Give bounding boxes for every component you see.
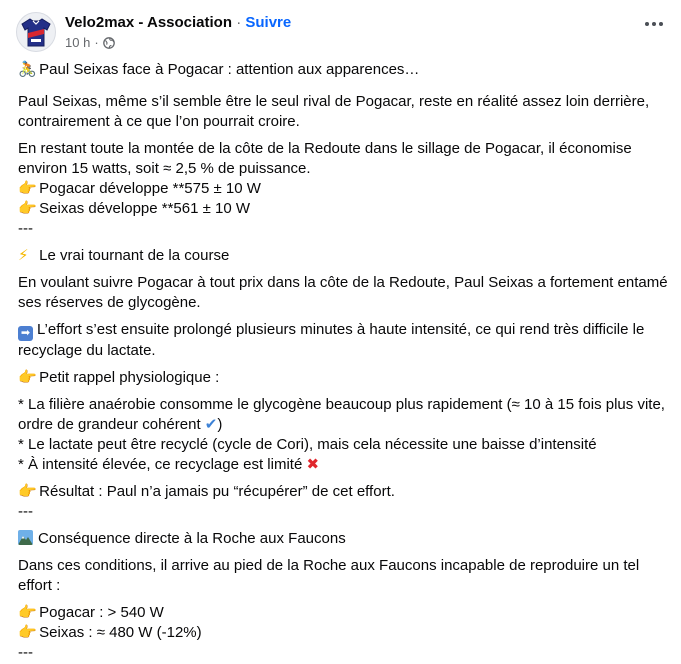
bullet-seixas-roche: 👉 Seixas : ≈ 480 W (-12%)	[18, 624, 202, 641]
heading-turning-point: ⚡ Le vrai tournant de la course	[18, 247, 230, 264]
author-name[interactable]: Velo2max - Association	[65, 13, 233, 31]
bullet-seixas-redoute: 👉 Seixas développe **561 ± 10 W	[18, 200, 251, 217]
paragraph-1: Paul Seixas, même s’il semble être le seul rival de Pogacar, reste en réalité assez loin derrière, contrairement à ce que l’on pourrait croire.	[18, 93, 650, 130]
post-content	[18, 60, 670, 663]
jersey-icon	[19, 15, 53, 49]
right-arrow-icon: ➡	[18, 326, 33, 341]
heading-physiology: 👉 Petit rappel physiologique :	[18, 369, 220, 386]
time-separator: ·	[94, 34, 99, 50]
cycling-jersey-avatar[interactable]	[16, 12, 56, 52]
title-line	[18, 60, 670, 80]
list-item-lactate: * Le lactate peut être recyclé (cycle de Cori), mais cela nécessite une baisse d’intensité	[18, 436, 597, 453]
list-item-anaerobic: * La filière anaérobie consomme le glycogène beaucoup plus rapidement (≈ 10 à 15 fois plus vite, ordre de grandeur cohérent ✔)	[18, 396, 665, 433]
globe-icon[interactable]	[103, 37, 115, 49]
check-mark-icon: ✔	[204, 416, 218, 433]
pointing-hand-icon: 👉	[18, 483, 37, 500]
paragraph-3: En voulant suivre Pogacar à tout prix dans la côte de la Redoute, Paul Seixas a fortement entamé ses réserves de glycogène.	[18, 274, 668, 311]
pointing-hand-icon: 👉	[18, 624, 37, 641]
list-item-limited: * À intensité élevée, ce recyclage est limité ✖	[18, 456, 320, 473]
cross-mark-icon: ✖	[306, 456, 320, 473]
pointing-hand-icon: 👉	[18, 369, 37, 386]
pointing-hand-icon: 👉	[18, 200, 37, 217]
pointing-hand-icon: 👉	[18, 604, 37, 621]
post-time[interactable]: 10 h	[65, 34, 91, 50]
pointing-hand-icon: 👉	[18, 180, 37, 197]
mountain-icon	[18, 530, 33, 545]
paragraph-5: Dans ces conditions, il arrive au pied de la Roche aux Faucons incapable de reproduire un tel effort :	[18, 557, 640, 594]
name-separator: ·	[236, 13, 242, 31]
heading-consequence: Conséquence directe à la Roche aux Faucons	[18, 529, 670, 549]
more-options-icon[interactable]	[645, 22, 663, 26]
paragraph-2: En restant toute la montée de la côte de la Redoute dans le sillage de Pogacar, il économise environ 15 watts, soit ≈ 2,5 % de puissance.	[18, 140, 632, 177]
bullet-pogacar-redoute: 👉 Pogacar développe **575 ± 10 W	[18, 180, 261, 197]
separator-2: ---	[18, 503, 33, 520]
result-line: 👉 Résultat : Paul n’a jamais pu “récupérer” de cet effort.	[18, 483, 395, 500]
post-title: Paul Seixas face à Pogacar : attention aux apparences…	[39, 61, 420, 78]
separator-3: ---	[18, 644, 33, 661]
paragraph-4: ➡ L’effort s’est ensuite prolongé plusieurs minutes à haute intensité, ce qui rend très difficile le recyclage du lactate.	[18, 321, 645, 359]
bullet-pogacar-roche: 👉 Pogacar : > 540 W	[18, 604, 164, 621]
follow-button[interactable]: Suivre	[245, 13, 292, 31]
cyclist-emoji-icon: 🚴	[18, 61, 37, 78]
separator-1: ---	[18, 220, 33, 237]
lightning-icon: ⚡	[18, 247, 29, 264]
post-header	[16, 11, 291, 53]
